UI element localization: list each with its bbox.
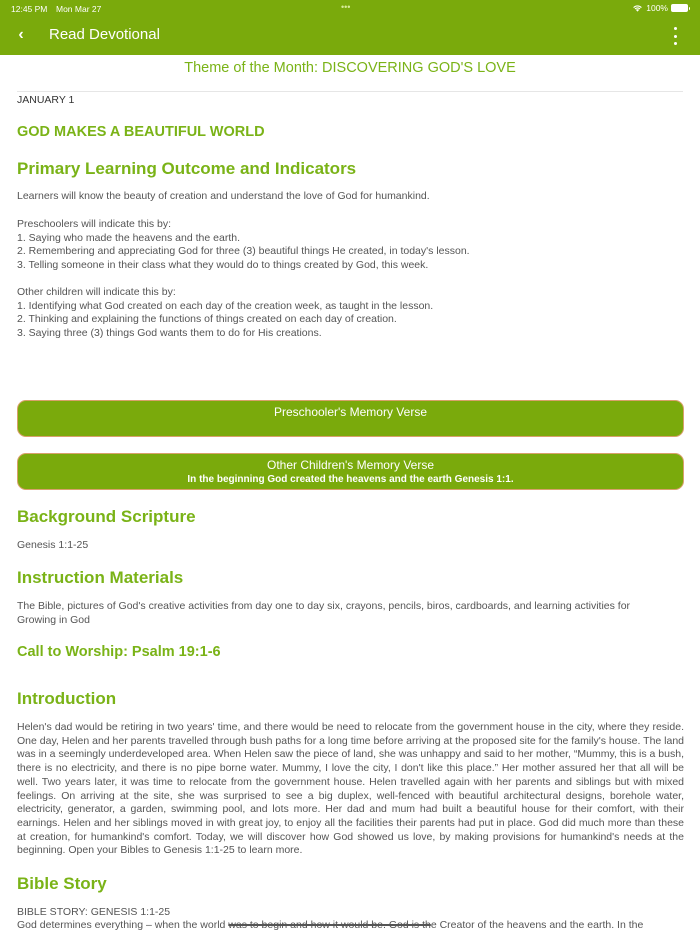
divider	[17, 91, 683, 92]
introduction-text: Helen's dad would be retiring in two years' time, and there would be need to relocate from the government house in the city, where they reside. One day, Helen and her parents travelled through bush paths for a long time before arriving at the proposed site for the family's house. The land was in a seemingly underdeveloped area. When Helen saw the piece of land, she was unhappy and said to her mother, “Mummy, this is a bush, there is no electricity, and there is no pipe borne water. Mummy, I love the city, I don't like this place.” Her mother assured her that all will be well. Two years later, it was time to relocate from the government house. Helen travelled again with her parents and siblings but with mixed feelings. On arriving at the site, she was surprised to see a big duplex, well-fenced with beautiful architectural designs, borehole water, electricity, generator, a garden, swimming pool, and lots more. Her dad and mum had built a beautiful house for their comfort, with their earnings. Helen and her siblings moved in with great joy, to enjoy all the facilities their parents had put in place. God did much more than these at creation, for humankind's comfort. Today, we will discover how God showed us love, by making provisions for humankind's needs at the beginning. Open your Bibles to Genesis 1:1-25 to learn more.	[17, 721, 685, 857]
list-item: 2. Remembering and appreciating God for three (3) beautiful things He created, in today's lesson.	[17, 245, 470, 258]
learning-outcome-intro: Learners will know the beauty of creation and understand the love of God for humankind.	[17, 190, 430, 202]
other-children-memory-verse-button[interactable]	[17, 453, 684, 490]
more-options-button[interactable]	[672, 27, 678, 45]
theme-of-month: Theme of the Month: DISCOVERING GOD'S LOVE	[184, 60, 516, 76]
more-vertical-icon	[674, 27, 677, 30]
other-children-memory-verse-text: In the beginning God created the heavens and the earth Genesis 1:1.	[187, 474, 514, 485]
list-item: 2. Thinking and explaining the functions of things created on each day of creation.	[17, 313, 397, 326]
multitask-dots-icon[interactable]: •••	[341, 2, 351, 12]
status-right	[632, 3, 688, 13]
introduction-heading: Introduction	[17, 689, 117, 708]
others-indicators	[17, 286, 685, 341]
background-scripture-heading: Background Scripture	[17, 507, 196, 526]
list-item: 3. Telling someone in their class what they would do to things created by God, this week.	[17, 259, 429, 272]
back-button[interactable]	[11, 25, 31, 45]
call-to-worship-heading: Call to Worship: Psalm 19:1-6	[17, 644, 221, 660]
list-item: 3. Saying three (3) things God wants them to do for His creations.	[17, 327, 322, 340]
list-item: 1. Identifying what God created on each day of the creation week, as taught in the lesson.	[17, 299, 434, 312]
other-children-memory-verse-label: Other Children's Memory Verse	[266, 458, 434, 472]
background-scripture-text: Genesis 1:1-25	[17, 539, 89, 551]
chevron-left-icon: ‹	[18, 26, 24, 43]
bible-story-heading: Bible Story	[17, 874, 107, 893]
preschoolers-indicators	[17, 218, 685, 273]
bible-story-struck-text: was to begin and how it would be. God is th	[228, 919, 431, 931]
more-vertical-icon-dot	[674, 35, 677, 38]
devotional-date: JANUARY 1	[17, 94, 75, 106]
bible-story-text-start: God determines everything – when the world	[17, 919, 229, 931]
preschooler-memory-verse-button[interactable]	[17, 400, 684, 437]
status-date: Mon Mar 27	[56, 4, 102, 14]
status-time: 12:45 PM	[11, 4, 48, 14]
preschooler-memory-verse-label: Preschooler's Memory Verse	[273, 405, 427, 419]
status-bar	[0, 0, 700, 18]
battery-percent: 100%	[646, 3, 668, 13]
bible-story-text-end: e Creator of the heavens and the earth. In the	[430, 919, 644, 931]
wifi-icon	[632, 4, 643, 12]
battery-icon	[671, 4, 688, 12]
lesson-title: GOD MAKES A BEAUTIFUL WORLD	[17, 124, 265, 140]
more-vertical-icon-dot	[674, 42, 677, 45]
others-heading: Other children will indicate this by:	[17, 286, 176, 298]
page-title: Read Devotional	[49, 26, 160, 43]
bible-story-subheading: BIBLE STORY: GENESIS 1:1-25	[17, 906, 171, 918]
list-item: 1. Saying who made the heavens and the earth.	[17, 231, 240, 244]
navigation-bar	[0, 18, 700, 55]
bible-story-text	[17, 919, 685, 933]
preschoolers-heading: Preschoolers will indicate this by:	[17, 218, 172, 230]
learning-outcome-heading: Primary Learning Outcome and Indicators	[17, 159, 357, 178]
instruction-materials-heading: Instruction Materials	[17, 568, 184, 587]
instruction-materials-text: The Bible, pictures of God's creative activities from day one to day six, crayons, pencils, biros, cardboards, and learning activities for Growing in God	[17, 600, 631, 626]
app-bar	[0, 0, 700, 55]
